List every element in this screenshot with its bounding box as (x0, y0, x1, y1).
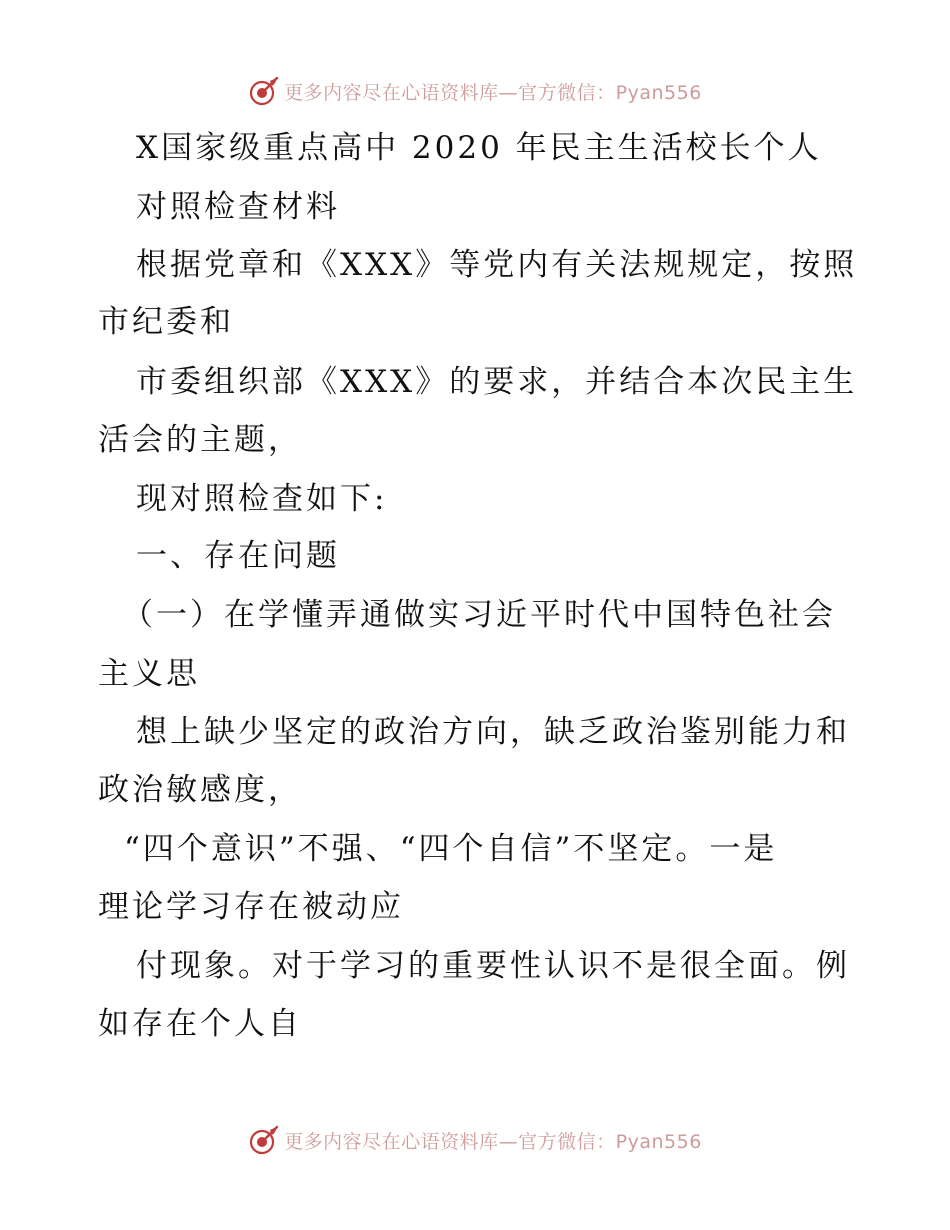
watermark-banner-top (0, 71, 950, 111)
document-title-line-2: 对照检查材料 (136, 189, 340, 225)
paragraph-line: 现对照检查如下: (136, 481, 388, 517)
watermark-text: 更多内容尽在心语资料库—官方微信：Pyan556 (284, 1130, 702, 1153)
quill-seal-icon (248, 75, 280, 107)
paragraph-line: 付现象。对于学习的重要性认识不是很全面。例 (136, 948, 850, 984)
paragraph-line: 理论学习存在被动应 (98, 889, 404, 925)
watermark-text: 更多内容尽在心语资料库—官方微信：Pyan556 (284, 81, 702, 104)
document-title-line-1: X国家级重点高中 2020 年民主生活校长个人 (136, 130, 822, 166)
quill-seal-icon (248, 1124, 280, 1156)
paragraph-line: 市委组织部《XXX》的要求，并结合本次民主生 (136, 364, 858, 400)
section-heading: 一、存在问题 (136, 538, 340, 574)
paragraph-line: 根据党章和《XXX》等党内有关法规规定，按照 (136, 247, 858, 283)
paragraph-line: “四个意识”不强、“四个自信”不坚定。一是 (124, 831, 778, 867)
paragraph-line: 市纪委和 (98, 304, 234, 340)
paragraph-line: 政治敏感度， (98, 772, 302, 808)
subsection-heading: （一）在学懂弄通做实习近平时代中国特色社会 (122, 597, 836, 633)
watermark-banner-bottom (0, 1120, 950, 1160)
paragraph-line: 如存在个人自 (98, 1006, 302, 1042)
paragraph-line: 想上缺少坚定的政治方向，缺乏政治鉴别能力和 (136, 714, 850, 750)
paragraph-line: 活会的主题， (98, 422, 302, 458)
paragraph-line: 主义思 (98, 656, 200, 692)
